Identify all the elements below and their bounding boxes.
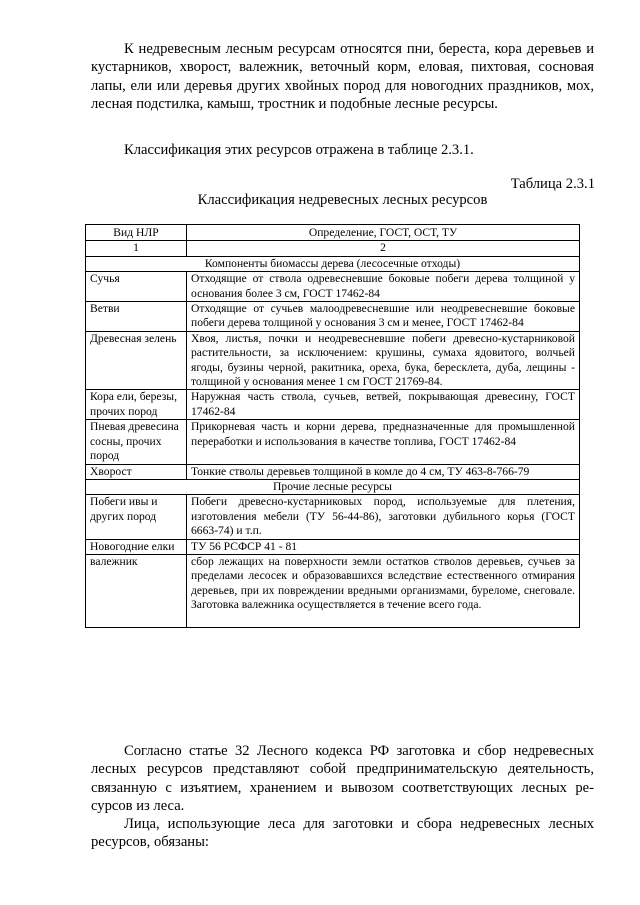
classification-table (85, 224, 580, 628)
resource-definition: Отходящие от сучьев малоодревесневшие или неодревесневшие боковые побеги дерева толщиной у основания 3 см и менее, ГОСТ 17462-84 (187, 302, 580, 332)
table-row (86, 390, 580, 420)
table-row (86, 420, 580, 464)
resource-definition: ТУ 56 РСФСР 41 - 81 (187, 539, 580, 554)
resource-type: Побеги ивы и других пород (86, 495, 187, 539)
column-number: 2 (187, 241, 580, 256)
resource-type: валежник (86, 554, 187, 627)
outro-paragraph-2: Лица, использующие леса для заготовки и сбора недревесных лесных ресурсов, обязаны: (91, 816, 594, 851)
table-row (86, 464, 580, 479)
header-definition: Определение, ГОСТ, ОСТ, ТУ (187, 225, 580, 241)
table-row (86, 302, 580, 332)
intro-paragraph-2: Классификация этих ресурсов отражена в таблице 2.3.1. (124, 142, 474, 158)
resource-definition: сбор лежащих на поверхности земли остатков стволов деревьев, сучьев за пределами лесосек и образовавшихся вследствие естественного отмирания деревьев, при их повреждении вредными организмами, буреломе, снеговале. Заготовка валежника осуществляется в течение всего года. (187, 554, 580, 627)
header-type: Вид НЛР (86, 225, 187, 241)
section-row (86, 256, 580, 271)
resource-type: Древесная зелень (86, 331, 187, 390)
resource-type: Кора ели, березы, прочих пород (86, 390, 187, 420)
table-header-row (86, 225, 580, 241)
outro-paragraph: Согласно статье 32 Лесного кодекса РФ заготовка и сбор недревесных лесных ресурсов представляют собой предпринимательскую деятельность, связанную с изъятием, хранением и вывозом соответствующих лесных ре-сурсов из леса. (91, 743, 594, 815)
resource-definition: Прикорневая часть и корни дерева, предназначенные для промышленной переработки и использования в качестве топлива, ГОСТ 17462-84 (187, 420, 580, 464)
resource-definition: Тонкие стволы деревьев толщиной в комле до 4 см, ТУ 463-8-766-79 (187, 464, 580, 479)
column-number-row (86, 241, 580, 256)
column-number: 1 (86, 241, 187, 256)
resource-type: Хворост (86, 464, 187, 479)
resource-type: Сучья (86, 272, 187, 302)
table-row (86, 495, 580, 539)
section-row (86, 479, 580, 494)
resource-type: Ветви (86, 302, 187, 332)
resource-definition: Побеги древесно-кустарниковых пород, используемые для плетения, изготовления мебели (ТУ 56-44-86), заготовки дубильного корья (ГОСТ 6663-74) и т.п. (187, 495, 580, 539)
table-number: Таблица 2.3.1 (510, 176, 595, 192)
table-title: Классификация недревесных лесных ресурсов (197, 192, 488, 208)
resource-definition: Отходящие от ствола одревесневшие боковые побеги дерева толщиной у основания более 3 см, ГОСТ 17462-84 (187, 272, 580, 302)
table-row (86, 331, 580, 390)
section-title: Прочие лесные ресурсы (86, 479, 580, 494)
resource-definition: Хвоя, листья, почки и неодревесневшие побеги древесно-кустарниковой растительности, за исключением: крушины, сумаха ядовитого, волчьей ягоды, бузины черной, ракитника, ореха, бука, бересклета, дуба, лещины - толщиной у основания менее 1 см ГОСТ 21769-84. (187, 331, 580, 390)
resource-type: Пневая древесина сосны, прочих пород (86, 420, 187, 464)
section-title: Компоненты биомассы дерева (лесосечные отходы) (86, 256, 580, 271)
intro-paragraph: К недревесным лесным ресурсам относятся пни, береста, кора деревьев и кустарников, хворост, валежник, веточный корм, еловая, пихтовая, сосновая лапы, ели или деревья других хвойных пород для новогодних праздников, мох, лесная подстилка, камыш, тростник и подобные лесные ресурсы. (91, 41, 594, 113)
table-row (86, 539, 580, 554)
resource-type: Новогодние елки (86, 539, 187, 554)
table-row (86, 272, 580, 302)
resource-definition: Наружная часть ствола, сучьев, ветвей, покрывающая древесину, ГОСТ 17462-84 (187, 390, 580, 420)
table-row (86, 554, 580, 627)
